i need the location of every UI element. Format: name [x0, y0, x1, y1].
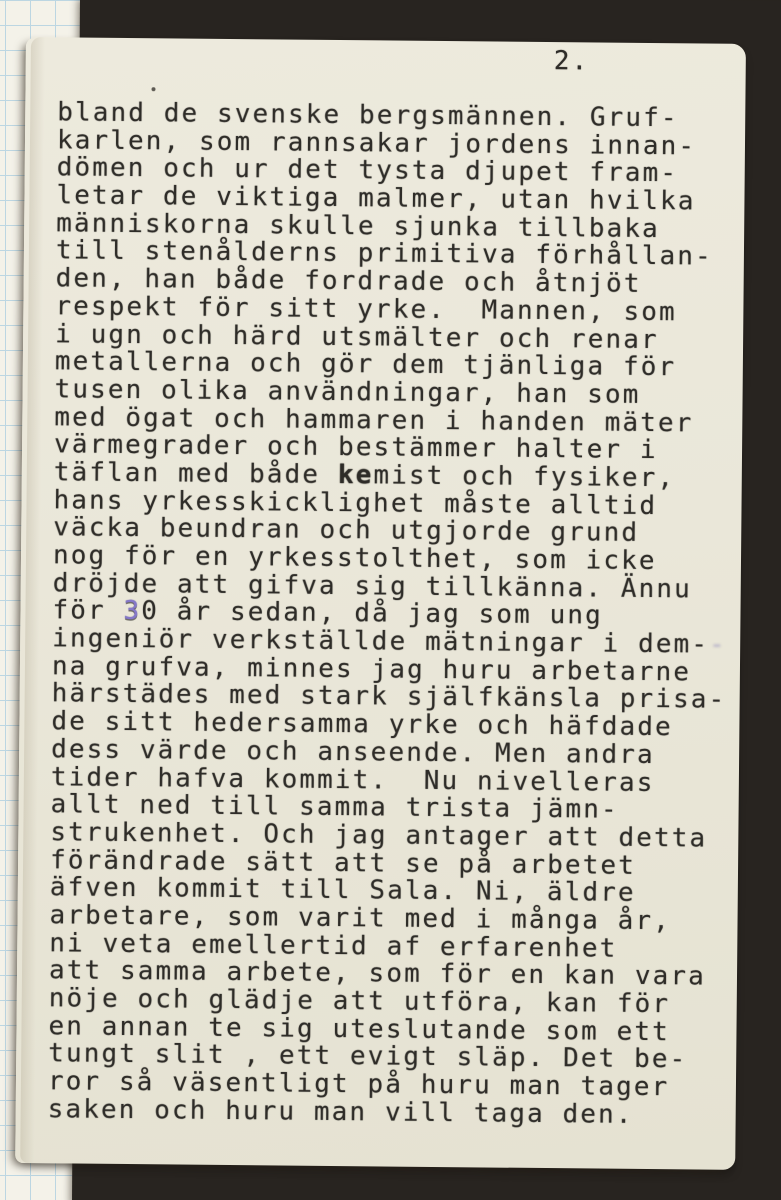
text-segment: 0 år sedan, då jag som ung [141, 596, 603, 631]
text-line: tungt slit , ett evigt släp. Det be- [48, 1038, 688, 1075]
text-line: med ögat och hammaren i handen mäter [54, 401, 694, 438]
text-line: saken och huru man vill taga den. [47, 1094, 634, 1130]
text-line: dess värde och anseende. Men andra [51, 734, 655, 770]
text-line: nog för en yrkesstolthet, som icke [52, 540, 657, 577]
typewritten-text [48, 99, 742, 1130]
text-segment: ke [337, 459, 374, 491]
text-line: den, han både fordrade och åtnjöt [55, 263, 642, 300]
text-line: tider hafva kommit. Nu nivelleras [50, 761, 655, 798]
text-segment: täflan med både [53, 457, 339, 490]
document-page [15, 37, 746, 1170]
page-number: 2. [553, 46, 590, 77]
text-line: strukenhet. Och jag antager att detta [50, 817, 708, 854]
text-line: bland de svenske bergsmännen. Gruf- [57, 97, 679, 134]
text-segment: 3 [123, 596, 142, 627]
text-line: förändrade sätt att se på arbetet [49, 844, 637, 881]
text-line: till stenålderns primitiva förhållan- [55, 235, 713, 273]
text-line: äfven kommit till Sala. Ni, äldre [49, 872, 636, 909]
text-line: i ugn och härd utsmälter och renar [55, 318, 659, 355]
text-line: de sitt hedersamma yrke och häfdade [51, 706, 673, 743]
text-line: allt ned till samma trista jämn- [50, 789, 619, 825]
text-line: tusen olika användningar, han som [54, 374, 641, 410]
text-line: värmegrader och bestämmer halter i [53, 429, 658, 466]
text-line: dröjde att gifva sig tillkänna. Ännu [52, 567, 692, 605]
text-line: ror så väsentligt på huru man tager [47, 1066, 670, 1103]
text-line: nöje och glädje att utföra, kan för [48, 983, 671, 1020]
text-line: väcka beundran och utgjorde grund [53, 512, 640, 549]
text-line: arbetare, som varit med i många år, [49, 900, 672, 937]
text-line: en annan te sig uteslutande som ett [48, 1010, 670, 1047]
text-line: respekt för sitt yrke. Mannen, som [55, 291, 677, 328]
text-line: hans yrkesskicklighet måste alltid [53, 484, 658, 521]
text-segment: mist och fysiker, [373, 460, 676, 494]
text-line: att samma arbete, som för en kan vara [48, 955, 707, 992]
text-line: karlen, som rannsakar jordens innan- [56, 124, 697, 162]
text-line: na grufva, minnes jag huru arbetarne [51, 651, 692, 688]
text-segment: - [708, 629, 727, 660]
text-line: härstädes med stark själfkänsla prisa- [51, 678, 727, 716]
ink-speck [151, 87, 155, 91]
text-segment: ingeniör verkställde mätningar i dem- [52, 623, 710, 660]
text-line: letar de viktiga malmer, utan hvilka [56, 180, 696, 217]
text-line: dömen och ur det tysta djupet fram- [56, 152, 679, 189]
text-line: människorna skulle sjunka tillbaka [56, 208, 660, 244]
text-line: ni veta emellertid af erfarenhet [49, 927, 618, 964]
text-segment: för [52, 595, 124, 627]
text-line: metallerna och gör dem tjänliga för [54, 346, 677, 383]
